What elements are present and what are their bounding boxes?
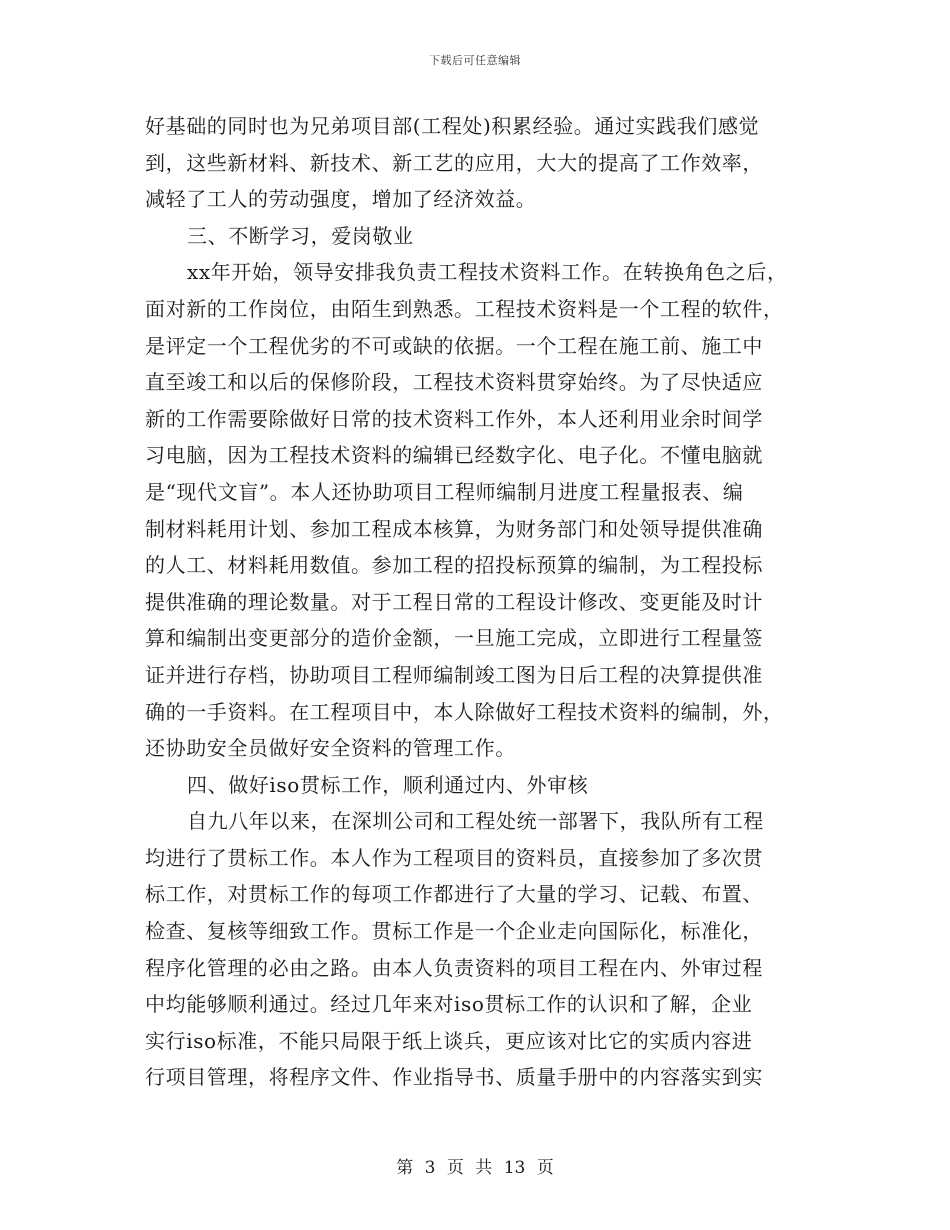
text-line: 减轻了工人的劳动强度，增加了经济效益。 [145,187,537,212]
text-line: 新的工作需要除做好日常的技术资料工作外，本人还利用业余时间学 [145,406,763,431]
text-line: 自九八年以来，在深圳公司和工程处统一部署下，我队所有工程 [187,809,764,834]
text-line: xx年开始，领导安排我负责工程技术资料工作。在转换角色之后， [187,260,788,285]
text-line: 是评定一个工程优劣的不可或缺的依据。一个工程在施工前、施工中 [145,333,763,358]
text-line: 均进行了贯标工作。本人作为工程项目的资料员，直接参加了多次贯 [145,845,763,870]
section-heading: 三、不断学习，爱岗敬业 [187,223,414,248]
page-header: 下载后可任意编辑 [429,54,521,67]
text-line: 提供准确的理论数量。对于工程日常的工程设计修改、变更能及时计 [145,589,763,614]
text-line: 检查、复核等细致工作。贯标工作是一个企业走向国际化，标准化， [145,919,763,944]
document-body [145,108,805,1096]
text-line: 算和编制出变更部分的造价金额，一旦施工完成，立即进行工程量签 [145,626,763,651]
text-line: 证并进行存档，协助项目工程师编制竣工图为日后工程的决算提供准 [145,662,763,687]
text-line: 好基础的同时也为兄弟项目部(工程处)积累经验。通过实践我们感觉 [145,114,760,138]
text-line: 行项目管理，将程序文件、作业指导书、质量手册中的内容落实到实 [145,1065,763,1090]
text-line: 的人工、材料耗用数值。参加工程的招投标预算的编制，为工程投标 [145,553,763,578]
text-line: 实行iso标准，不能只局限于纸上谈兵，更应该对比它的实质内容进 [145,1028,753,1053]
text-line: 面对新的工作岗位，由陌生到熟悉。工程技术资料是一个工程的软件， [145,296,784,321]
page-footer: 第 3 页 共 13 页 [396,1158,554,1178]
text-line: 到，这些新材料、新技术、新工艺的应用，大大的提高了工作效率， [145,150,763,175]
text-line: 程序化管理的必由之路。由本人负责资料的项目工程在内、外审过程 [145,955,763,980]
text-line: 制材料耗用计划、参加工程成本核算，为财务部门和处领导提供准确 [145,516,763,541]
section-heading: 四、做好iso贯标工作，顺利通过内、外审核 [187,772,589,797]
text-line: 习电脑，因为工程技术资料的编辑已经数字化、电子化。不懂电脑就 [145,443,763,468]
text-line: 直至竣工和以后的保修阶段，工程技术资料贯穿始终。为了尽快适应 [145,370,763,395]
text-line: 确的一手资料。在工程项目中，本人除做好工程技术资料的编制，外， [145,699,784,724]
text-line: 标工作，对贯标工作的每项工作都进行了大量的学习、记载、布置、 [145,882,763,907]
text-line: 是“现代文盲”。本人还协助项目工程师编制月进度工程量报表、编 [145,479,744,504]
text-line: 还协助安全员做好安全资料的管理工作。 [145,736,516,761]
text-line: 中均能够顺利通过。经过几年来对iso贯标工作的认识和了解，企业 [145,992,753,1017]
